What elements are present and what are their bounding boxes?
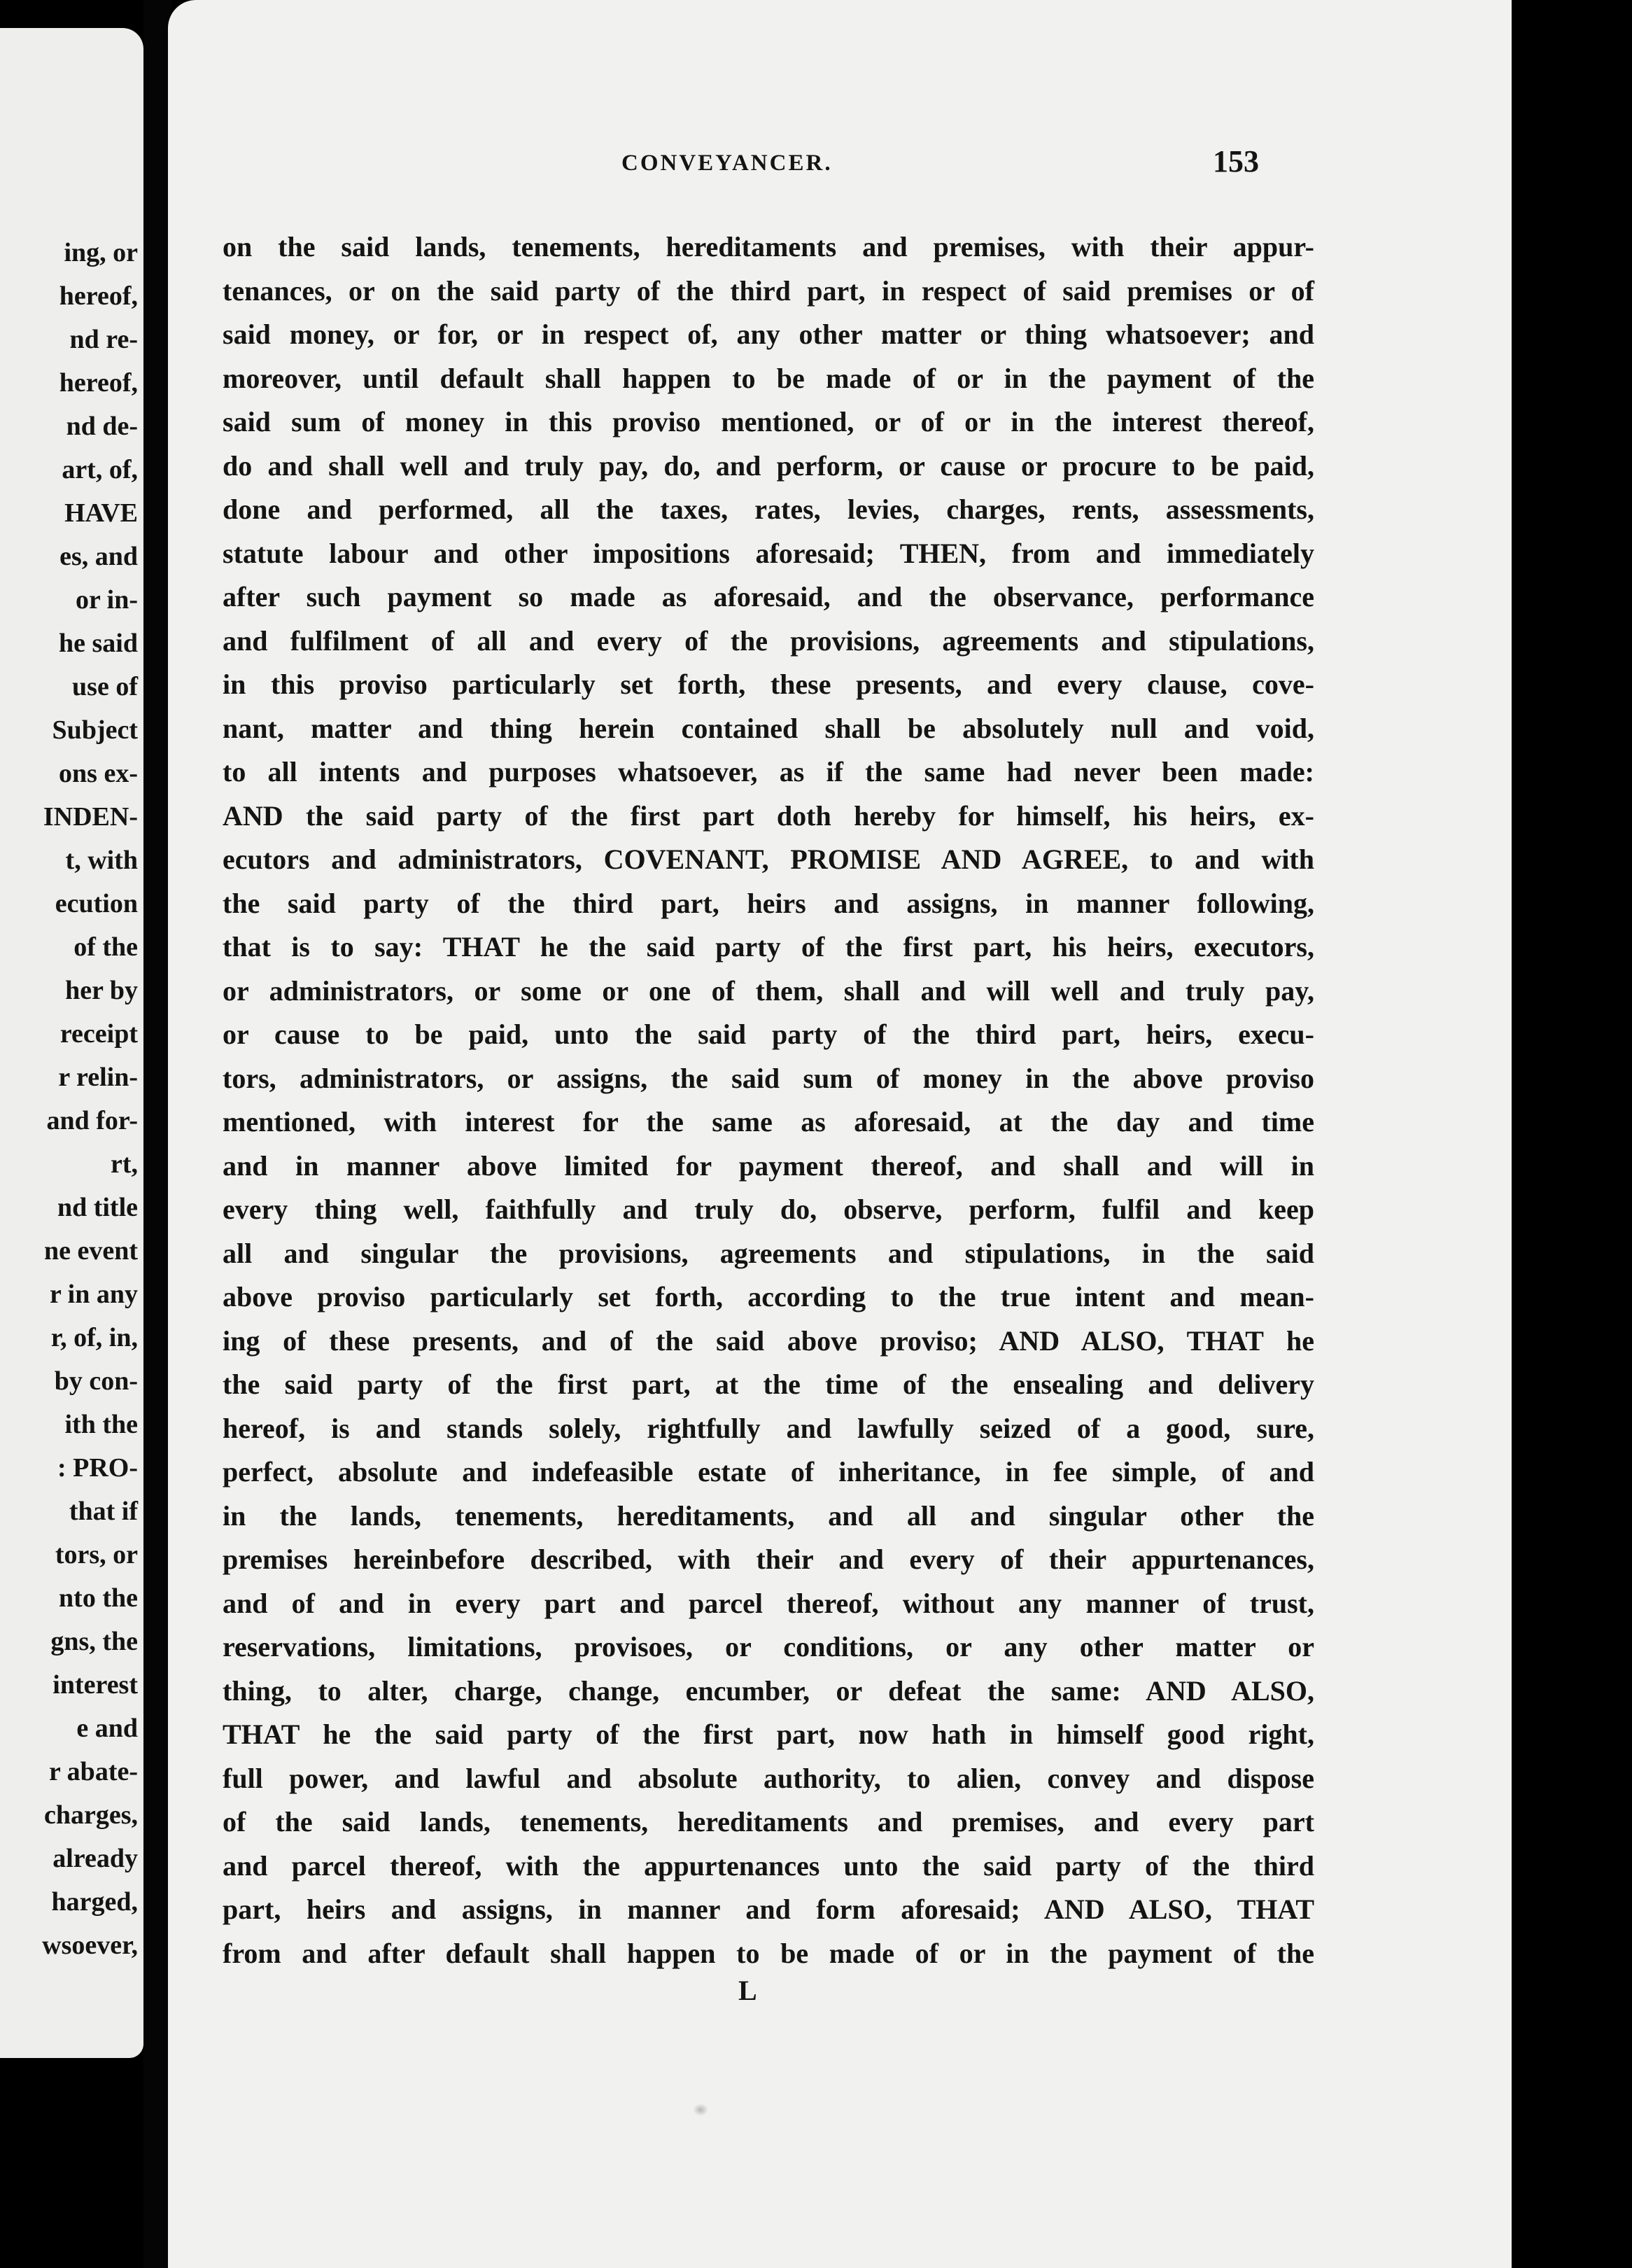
body-line: the said party of the first part, at the time of the ensealing and delivery — [223, 1368, 1314, 1400]
body-line: done and performed, all the taxes, rates, levies, charges, rents, assessments, — [223, 493, 1314, 525]
left-fragment-line: nd title — [57, 1193, 138, 1222]
left-fragment-line: by con- — [54, 1366, 138, 1396]
left-fragment-line: es, and — [59, 542, 138, 571]
body-line: AND the said party of the first part doth hereby for himself, his heirs, ex- — [223, 799, 1314, 832]
body-line: or cause to be paid, unto the said party of the third part, heirs, execu- — [223, 1018, 1314, 1050]
left-fragment-line: Subject — [52, 715, 138, 745]
body-line: thing, to alter, charge, change, encumber, or defeat the same: AND ALSO, — [223, 1674, 1314, 1707]
left-fragment-line: interest — [52, 1670, 138, 1700]
left-fragment-line: hereof, — [59, 281, 138, 311]
left-fragment-line: or in- — [75, 585, 138, 615]
body-line: and in manner above limited for payment thereof, and shall and will in — [223, 1149, 1314, 1182]
left-fragment-line: harged, — [51, 1887, 138, 1917]
left-fragment-line: her by — [65, 976, 138, 1005]
left-fragment-line: gns, the — [50, 1627, 138, 1656]
body-line: THAT he the said party of the first part, now hath in himself good right, — [223, 1718, 1314, 1750]
body-line: moreover, until default shall happen to be made of or in the payment of the — [223, 362, 1314, 394]
left-fragment-line: r abate- — [49, 1757, 138, 1786]
body-line: and parcel thereof, with the appurtenances unto the said party of the third — [223, 1849, 1314, 1882]
left-fragment-line: wsoever, — [42, 1931, 138, 1960]
left-fragment-line: ith the — [64, 1410, 138, 1439]
body-line: from and after default shall happen to be made of or in the payment of the — [223, 1937, 1314, 1969]
left-fragment-line: t, with — [65, 846, 138, 875]
body-line: premises hereinbefore described, with their and every of their appurtenances, — [223, 1544, 1314, 1575]
left-page-fragment — [0, 28, 143, 2058]
left-fragment-line: r relin- — [58, 1063, 138, 1092]
body-line: tenances, or on the said party of the third part, in respect of said premises or of — [223, 274, 1314, 307]
left-fragment-line: ing, or — [64, 238, 138, 267]
left-fragment-line: already — [52, 1844, 138, 1873]
body-line: said sum of money in this proviso mentioned, or of or in the interest thereof, — [223, 406, 1314, 438]
left-fragment-line: ne event — [43, 1236, 138, 1266]
body-line: part, heirs and assigns, in manner and form aforesaid; AND ALSO, THAT — [223, 1893, 1314, 1925]
page-number: 153 — [1213, 144, 1259, 178]
body-line: the said party of the third part, heirs and assigns, in manner following, — [223, 887, 1314, 919]
body-line: and fulfilment of all and every of the provisions, agreements and stipulations, — [223, 624, 1314, 657]
body-line: ecutors and administrators, COVENANT, PROMISE AND AGREE, to and with — [223, 844, 1314, 875]
right-background — [1512, 0, 1632, 2268]
body-line: and of and in every part and parcel thereof, without any manner of trust, — [223, 1587, 1314, 1619]
signature-mark: L — [738, 1975, 757, 2006]
left-fragment-line: ecution — [55, 889, 138, 918]
left-fragment-line: e and — [76, 1714, 138, 1743]
left-fragment-line: nd de- — [66, 412, 138, 441]
paper-speck — [693, 2104, 708, 2116]
body-line: in the lands, tenements, hereditaments, and all and singular other the — [223, 1499, 1314, 1532]
left-fragment-line: : PRO- — [57, 1453, 138, 1483]
left-fragment-line: that if — [69, 1497, 138, 1526]
book-gutter — [143, 0, 171, 2268]
left-fragment-line: charges, — [43, 1800, 138, 1830]
body-line: of the said lands, tenements, hereditaments and premises, and every part — [223, 1806, 1314, 1837]
left-fragment-line: use of — [72, 672, 138, 701]
body-line: after such payment so made as aforesaid, and the observance, performance — [223, 581, 1314, 612]
body-line: perfect, absolute and indefeasible estate of inheritance, in fee simple, of and — [223, 1456, 1314, 1488]
body-line: mentioned, with interest for the same as aforesaid, at the day and time — [223, 1106, 1314, 1138]
left-fragment-line: of the — [73, 932, 138, 962]
left-fragment-line: HAVE — [64, 498, 138, 528]
body-line: ing of these presents, and of the said above proviso; AND ALSO, THAT he — [223, 1324, 1314, 1357]
body-text — [223, 225, 1314, 1975]
body-line: hereof, is and stands solely, rightfully and lawfully seized of a good, sure, — [223, 1412, 1314, 1444]
running-head: CONVEYANCER. — [621, 150, 833, 176]
left-fragment-line: he said — [59, 629, 138, 658]
left-fragment-line: nto the — [59, 1583, 138, 1613]
body-line: tors, administrators, or assigns, the said sum of money in the above proviso — [223, 1062, 1314, 1094]
body-line: nant, matter and thing herein contained shall be absolutely null and void, — [223, 712, 1314, 744]
left-fragment-line: and for- — [46, 1106, 138, 1135]
body-line: statute labour and other impositions aforesaid; THEN, from and immediately — [223, 537, 1314, 569]
body-line: above proviso particularly set forth, according to the true intent and mean- — [223, 1281, 1314, 1312]
body-line: that is to say: THAT he the said party of the first part, his heirs, executors, — [223, 931, 1314, 962]
left-fragment-line: r, of, in, — [50, 1323, 138, 1352]
body-line: full power, and lawful and absolute authority, to alien, convey and dispose — [223, 1762, 1314, 1794]
left-fragment-line: ons ex- — [59, 759, 138, 788]
body-line: every thing well, faithfully and truly do, observe, perform, fulfil and keep — [223, 1194, 1314, 1225]
body-line: in this proviso particularly set forth, these presents, and every clause, cove- — [223, 668, 1314, 700]
body-line: do and shall well and truly pay, do, and perform, or cause or procure to be paid, — [223, 449, 1314, 482]
body-line: to all intents and purposes whatsoever, as if the same had never been made: — [223, 756, 1314, 788]
left-fragment-line: r in any — [49, 1280, 138, 1309]
body-line: said money, or for, or in respect of, any other matter or thing whatsoever; and — [223, 318, 1314, 350]
left-fragment-line: nd re- — [69, 325, 138, 354]
left-fragment-line: tors, or — [55, 1540, 138, 1569]
body-line: all and singular the provisions, agreements and stipulations, in the said — [223, 1237, 1314, 1269]
body-line: reservations, limitations, provisoes, or conditions, or any other matter or — [223, 1631, 1314, 1662]
left-fragment-line: art, of, — [62, 455, 138, 484]
left-fragment-line: receipt — [59, 1019, 138, 1049]
body-line: on the said lands, tenements, hereditaments and premises, with their appur- — [223, 231, 1314, 262]
left-fragment-line: hereof, — [59, 368, 138, 398]
left-fragment-line: rt, — [110, 1149, 138, 1179]
left-fragment-line: INDEN- — [43, 802, 138, 832]
body-line: or administrators, or some or one of them, shall and will well and truly pay, — [223, 974, 1314, 1007]
